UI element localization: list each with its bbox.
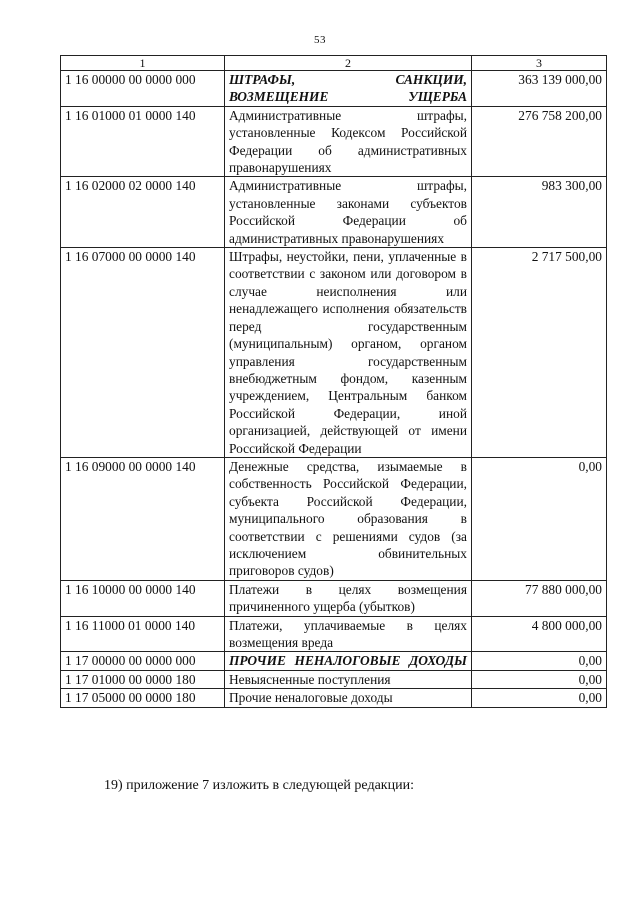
table-row bbox=[61, 670, 607, 688]
row-code: 1 16 07000 00 0000 140 bbox=[61, 248, 225, 458]
row-amount: 0,00 bbox=[472, 457, 607, 580]
row-name: Платежи, уплачиваемые в целях возмещения вреда bbox=[225, 616, 472, 652]
row-name-text: ШТРАФЫ, САНКЦИИ, ВОЗМЕЩЕНИЕ УЩЕРБА bbox=[229, 72, 467, 105]
row-code: 1 17 00000 00 0000 000 bbox=[61, 652, 225, 670]
row-name: Прочие неналоговые доходы bbox=[225, 689, 472, 707]
row-code: 1 17 01000 00 0000 180 bbox=[61, 670, 225, 688]
row-name: Невыясненные поступления bbox=[225, 670, 472, 688]
row-name: Платежи в целях возмещения причиненного ущерба (убытков) bbox=[225, 580, 472, 616]
row-name-text: ПРОЧИЕ НЕНАЛОГОВЫЕ ДОХОДЫ bbox=[229, 653, 467, 669]
row-amount: 0,00 bbox=[472, 670, 607, 688]
row-name bbox=[225, 71, 472, 107]
row-name bbox=[225, 652, 472, 670]
column-header-2: 2 bbox=[225, 56, 472, 71]
row-amount: 983 300,00 bbox=[472, 177, 607, 248]
table-row bbox=[61, 177, 607, 248]
row-amount: 363 139 000,00 bbox=[472, 71, 607, 107]
budget-table bbox=[60, 55, 607, 708]
table-row bbox=[61, 457, 607, 580]
table-header-row bbox=[61, 56, 607, 71]
table-row bbox=[61, 689, 607, 707]
row-name: Штрафы, неустойки, пени, уплаченные в соответствии с законом или договором в случае неисполнения или ненадлежащего исполнения обязательств перед государственным (муниципальным) органом, органом управления государственным внебюджетным фондом, казенным учреждением, Центральным банком Российской Федерации, иной организацией, действующей от имени Российской Федерации bbox=[225, 248, 472, 458]
table-row bbox=[61, 580, 607, 616]
row-amount: 4 800 000,00 bbox=[472, 616, 607, 652]
row-amount: 0,00 bbox=[472, 689, 607, 707]
row-name: Денежные средства, изымаемые в собственность Российской Федерации, субъекта Российской Федерации, муниципального образования в соответствии с решениями судов (за исключением обвинительных приговоров судов) bbox=[225, 457, 472, 580]
row-code: 1 16 11000 01 0000 140 bbox=[61, 616, 225, 652]
row-amount: 0,00 bbox=[472, 652, 607, 670]
row-name: Административные штрафы, установленные законами субъектов Российской Федерации об административных правонарушениях bbox=[225, 177, 472, 248]
row-code: 1 16 01000 01 0000 140 bbox=[61, 106, 225, 177]
table-row bbox=[61, 71, 607, 107]
row-code: 1 16 00000 00 0000 000 bbox=[61, 71, 225, 107]
row-code: 1 17 05000 00 0000 180 bbox=[61, 689, 225, 707]
table-row bbox=[61, 652, 607, 670]
footer-text: 19) приложение 7 изложить в следующей редакции: bbox=[104, 778, 414, 793]
row-code: 1 16 02000 02 0000 140 bbox=[61, 177, 225, 248]
row-amount: 2 717 500,00 bbox=[472, 248, 607, 458]
column-header-3: 3 bbox=[472, 56, 607, 71]
table-row bbox=[61, 106, 607, 177]
row-code: 1 16 10000 00 0000 140 bbox=[61, 580, 225, 616]
column-header-1: 1 bbox=[61, 56, 225, 71]
table-row bbox=[61, 248, 607, 458]
row-name: Административные штрафы, установленные Кодексом Российской Федерации об административных правонарушениях bbox=[225, 106, 472, 177]
page-number: 53 bbox=[314, 34, 326, 46]
row-code: 1 16 09000 00 0000 140 bbox=[61, 457, 225, 580]
row-amount: 276 758 200,00 bbox=[472, 106, 607, 177]
table-row bbox=[61, 616, 607, 652]
row-amount: 77 880 000,00 bbox=[472, 580, 607, 616]
